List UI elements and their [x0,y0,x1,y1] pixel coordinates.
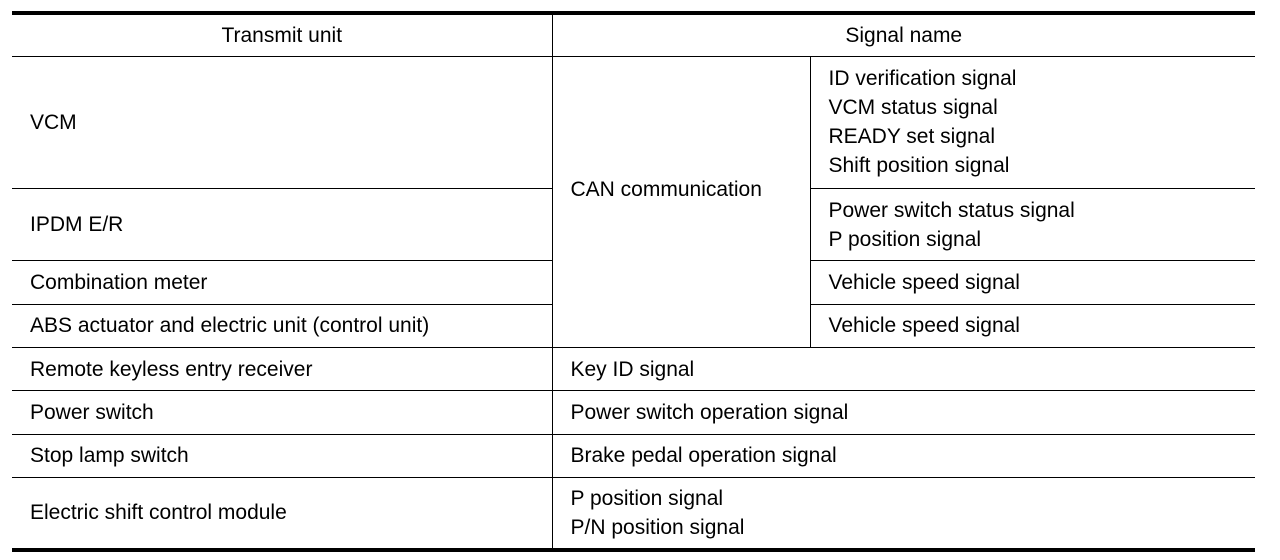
signal-name: Key ID signal [570,357,695,381]
signal-name: P position signal [570,486,724,510]
transmit-unit-cell: VCM [12,56,552,188]
table-row [12,434,1255,477]
signal-name: VCM status signal [828,96,998,120]
can-communication-cell: CAN communication [552,56,810,347]
signal-name: P position signal [828,227,982,251]
header-signal-name: Signal name [552,15,1255,56]
table-row [12,56,1255,188]
signal-name: Vehicle speed signal [828,270,1020,294]
transmit-unit-cell: ABS actuator and electric unit (control unit) [12,304,552,347]
signal-cell [810,188,1255,261]
signal-cell [810,304,1255,347]
table-row [12,391,1255,434]
transmit-unit-cell: IPDM E/R [12,188,552,261]
header-row [12,15,1255,56]
table-row [12,347,1255,390]
signal-table-frame [12,11,1255,552]
signal-name: Power switch operation signal [570,400,849,424]
signal-cell [552,477,1255,548]
signal-name: READY set signal [828,125,996,149]
signal-name: ID verification signal [828,67,1017,91]
transmit-unit-cell: Stop lamp switch [12,434,552,477]
signal-name: Vehicle speed signal [828,314,1020,338]
signal-name: P/N position signal [570,515,745,539]
transmit-unit-cell: Electric shift control module [12,477,552,548]
signal-name: Shift position signal [828,154,1010,178]
signal-cell [810,56,1255,188]
header-transmit-unit: Transmit unit [12,15,552,56]
signal-cell [552,347,1255,390]
transmit-unit-cell: Remote keyless entry receiver [12,347,552,390]
signal-table [12,15,1255,548]
signal-cell [810,261,1255,304]
signal-name: Brake pedal operation signal [570,444,837,468]
signal-name: Power switch status signal [828,198,1075,222]
transmit-unit-cell: Combination meter [12,261,552,304]
table-row [12,477,1255,548]
signal-cell [552,391,1255,434]
signal-cell [552,434,1255,477]
transmit-unit-cell: Power switch [12,391,552,434]
